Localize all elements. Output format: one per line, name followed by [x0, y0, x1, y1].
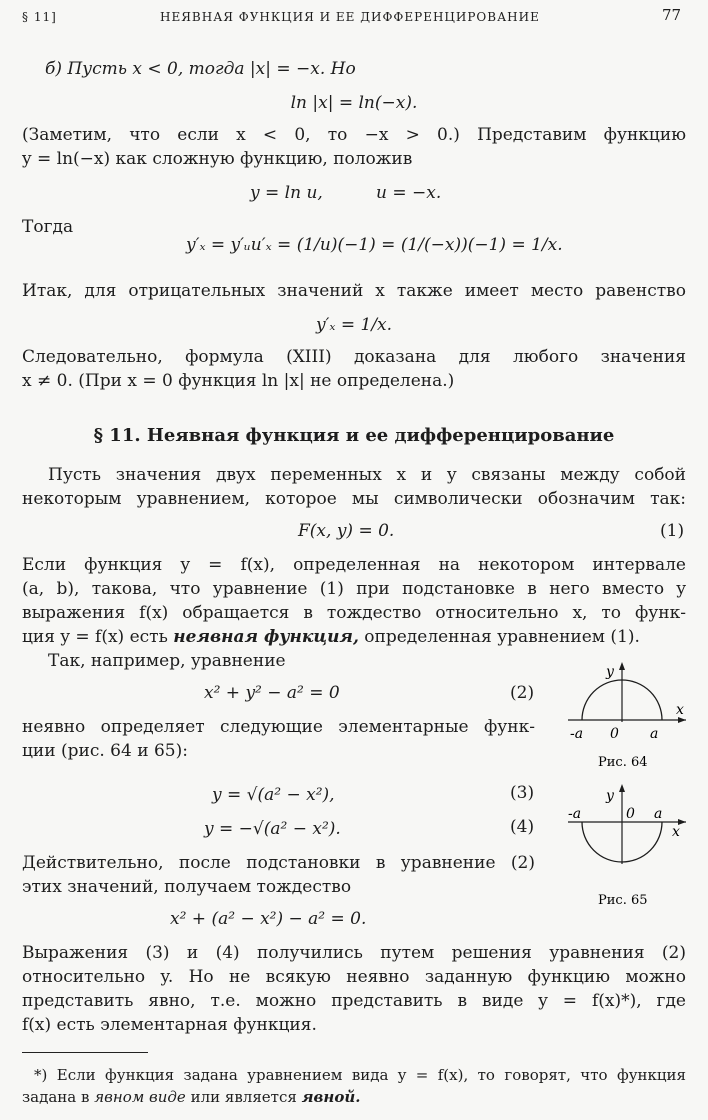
footnote-line2-mid: или является	[190, 1088, 297, 1106]
header-section: § 11]	[22, 10, 57, 24]
part-b-line6: x ≠ 0. (При x = 0 функция ln |x| не определена.)	[22, 371, 455, 391]
paragraph5-line3: представить явно, т.е. можно представить в виде y = f(x)*), где	[22, 991, 686, 1011]
paragraph2-line3: выражения f(x) обращается в тождество относительно x, то функ-	[22, 603, 686, 623]
paragraph3-line2: неявно определяет следующие элементарные функ-	[22, 717, 535, 737]
fig65-x-label: x	[672, 824, 680, 840]
fig65-a: a	[654, 806, 663, 822]
paragraph3-line3: ции (рис. 64 и 65):	[22, 741, 188, 761]
equation-derivative-chain: y′ₓ = y′ᵤu′ₓ = (1/u)(−1) = (1/(−x))(−1) = 1/x.	[186, 235, 563, 255]
part-b-line2: (Заметим, что если x < 0, то −x > 0.) Представим функцию	[22, 125, 686, 145]
part-b-line5: Следовательно, формула (XIII) доказана для любого значения	[22, 347, 686, 367]
part-b-line3: y = ln(−x) как сложную функцию, положив	[22, 149, 413, 169]
figure-64	[560, 658, 690, 770]
equation-implicit: F(x, y) = 0.	[298, 521, 395, 541]
fig65-neg-a: -a	[568, 806, 582, 822]
equation-identity: x² + (a² − x²) − a² = 0.	[170, 909, 367, 929]
fig65-caption: Рис. 65	[598, 893, 648, 908]
figure-65	[560, 778, 690, 910]
paragraph5-line2: относительно y. Но не всякую неявно заданную функцию можно	[22, 967, 686, 987]
footnote-rule	[22, 1052, 148, 1053]
page-number: 77	[662, 6, 682, 24]
section-title: § 11. Неявная функция и ее дифференцирование	[93, 425, 615, 446]
paragraph5-line1: Выражения (3) и (4) получились путем решения уравнения (2)	[22, 943, 686, 963]
implicit-function-term: неявная функция,	[173, 627, 359, 647]
footnote-line2	[22, 1088, 360, 1108]
equation-composite-u: u = −x.	[376, 183, 442, 203]
paragraph5-line4: f(x) есть элементарная функция.	[22, 1015, 317, 1035]
paragraph2-line4-start: ция y = f(x) есть	[22, 627, 168, 647]
paragraph2-line1: Если функция y = f(x), определенная на некотором интервале	[22, 555, 686, 575]
paragraph3-line1: Так, например, уравнение	[48, 651, 286, 671]
paragraph4-line1: Действительно, после подстановки в уравнение (2)	[22, 853, 535, 873]
equation-number-1: (1)	[660, 521, 685, 541]
paragraph1-line2: некоторым уравнением, которое мы символически обозначим так:	[22, 489, 686, 509]
equation-upper-semicircle: y = √(a² − x²),	[212, 785, 335, 805]
fig64-y-arrow	[619, 662, 625, 670]
then-label: Тогда	[22, 217, 74, 237]
equation-number-4: (4)	[510, 817, 535, 837]
equation-number-2: (2)	[510, 683, 535, 703]
fig65-y-label: y	[606, 788, 614, 804]
equation-ln-abs: ln |x| = ln(−x).	[290, 93, 418, 113]
fig64-a: a	[650, 726, 659, 742]
footnote-explicit-form: явном виде	[94, 1088, 186, 1106]
footnote-line1: *) Если функция задана уравнением вида y = f(x), то говорят, что функция	[34, 1066, 686, 1084]
paragraph2-line4-end: определенная уравнением (1).	[364, 627, 640, 647]
fig65-y-arrow	[619, 784, 625, 792]
footnote-explicit-term: явной.	[301, 1088, 361, 1106]
equation-composite-y: y = ln u,	[250, 183, 323, 203]
fig64-neg-a: -a	[570, 726, 584, 742]
header-title: НЕЯВНАЯ ФУНКЦИЯ И ЕЕ ДИФФЕРЕНЦИРОВАНИЕ	[160, 10, 540, 24]
part-b-line1: б) Пусть x < 0, тогда |x| = −x. Но	[45, 59, 356, 79]
paragraph2-line2: (a, b), такова, что уравнение (1) при подстановке в него вместо y	[22, 579, 686, 599]
fig64-x-label: x	[676, 702, 684, 718]
paragraph4-line2: этих значений, получаем тождество	[22, 877, 352, 897]
equation-circle: x² + y² − a² = 0	[204, 683, 340, 703]
fig64-origin: 0	[610, 726, 619, 742]
equation-derivative-result: y′ₓ = 1/x.	[315, 315, 393, 335]
equation-number-3: (3)	[510, 783, 535, 803]
paragraph1-line1: Пусть значения двух переменных x и y связаны между собой	[48, 465, 686, 485]
paragraph2-line4	[22, 626, 640, 648]
fig64-y-label: y	[606, 664, 614, 680]
fig64-caption: Рис. 64	[598, 755, 648, 770]
part-b-line4: Итак, для отрицательных значений x также имеет место равенство	[22, 281, 686, 301]
equation-lower-semicircle: y = −√(a² − x²).	[204, 819, 341, 839]
footnote-line2-start: задана в	[22, 1088, 90, 1106]
fig65-origin: 0	[626, 806, 635, 822]
